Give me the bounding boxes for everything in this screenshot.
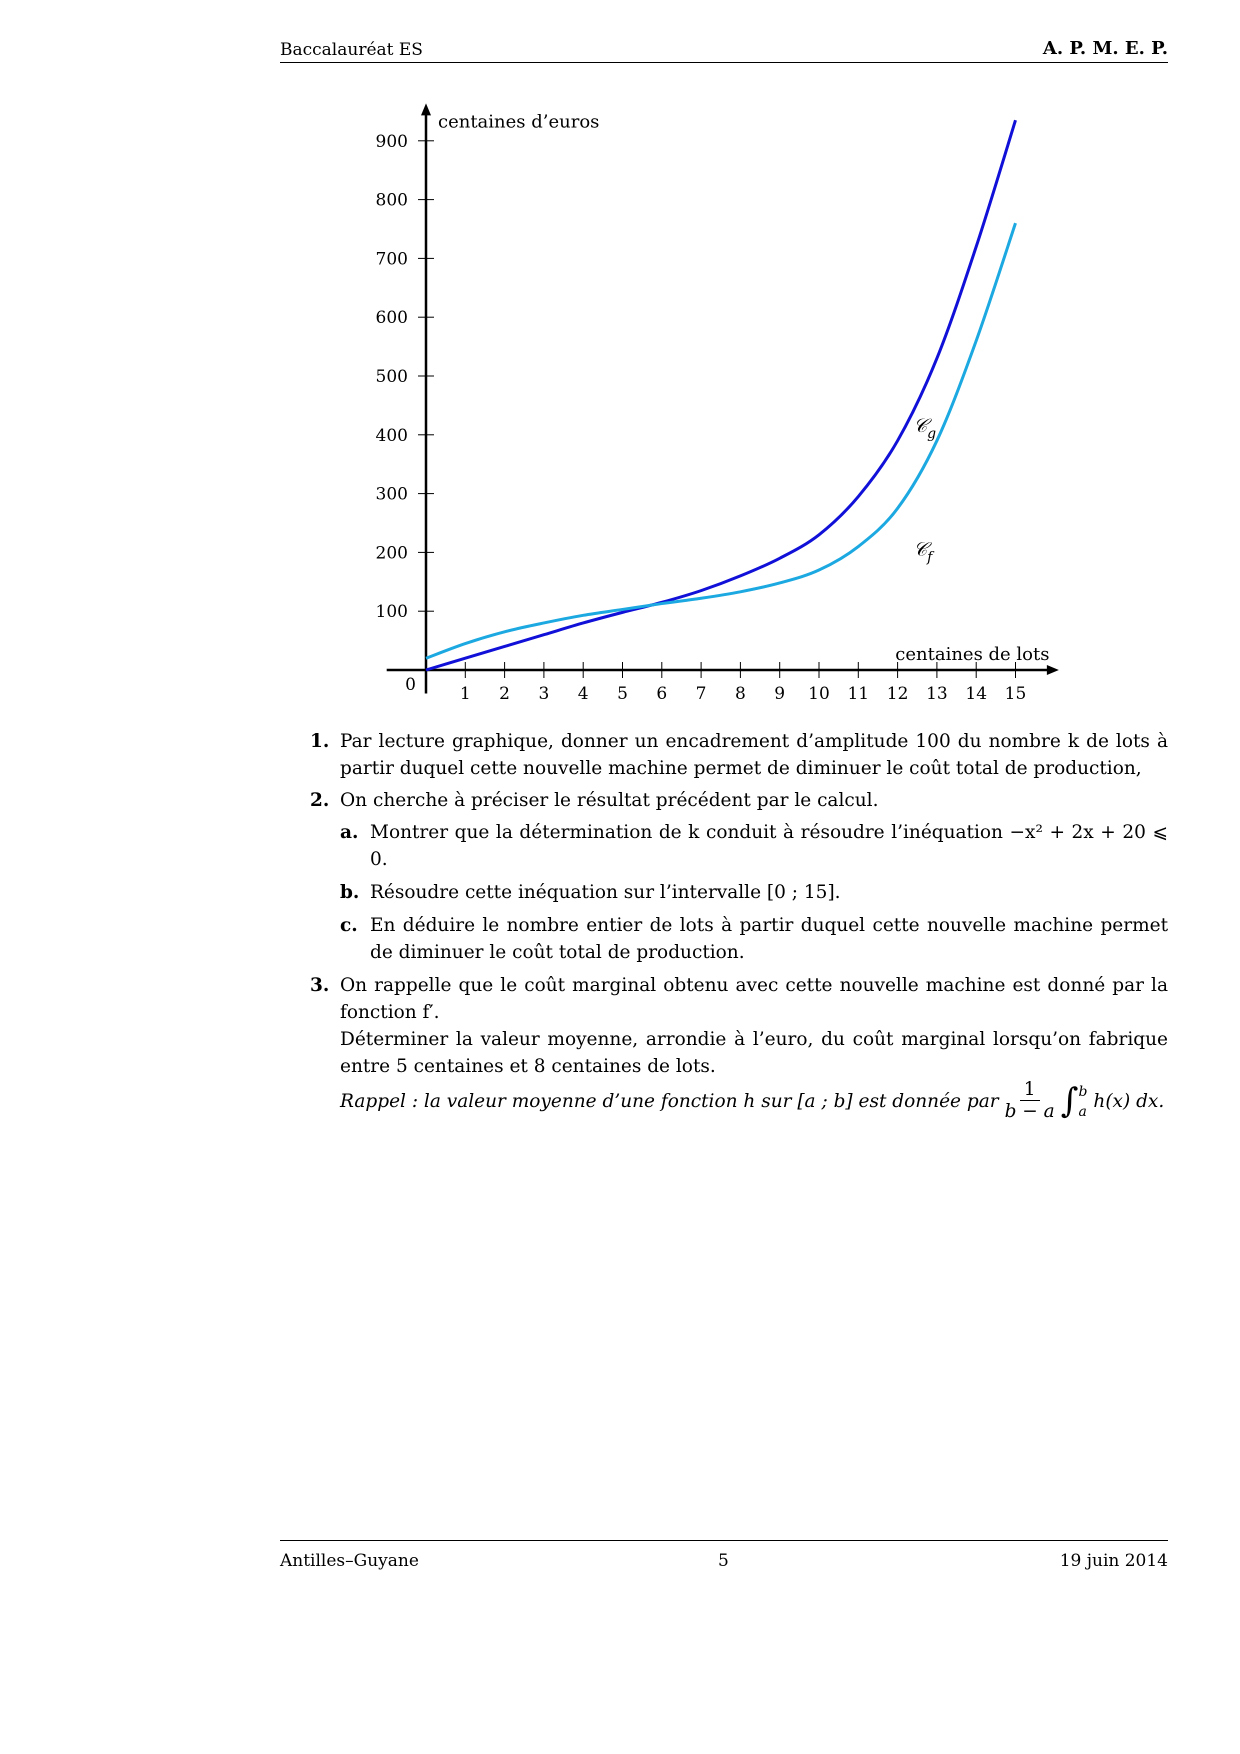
x-axis-arrow xyxy=(1047,665,1059,675)
page-header xyxy=(280,36,1168,63)
x-tick-label: 5 xyxy=(617,684,628,704)
curve-label-0 xyxy=(913,415,936,442)
x-tick-label: 7 xyxy=(695,684,707,704)
questions xyxy=(310,728,1168,1128)
fraction-numerator: 1 xyxy=(1020,1080,1040,1101)
x-tick-label: 4 xyxy=(577,684,589,704)
y-tick-label: 200 xyxy=(375,543,408,564)
integral-bounds xyxy=(1078,1082,1087,1122)
question-1 xyxy=(310,728,1168,782)
x-tick-label: 1 xyxy=(459,684,471,704)
header-right: A. P. M. E. P. xyxy=(1042,38,1168,59)
y-tick-label: 100 xyxy=(375,602,408,623)
cost-chart xyxy=(360,100,1080,720)
rappel xyxy=(340,1080,1168,1123)
x-tick-label: 13 xyxy=(926,684,948,704)
x-tick-label: 15 xyxy=(1004,684,1027,704)
integral-sign: ∫ xyxy=(1060,1081,1079,1121)
question-2a-text: Montrer que la détermination de k conduit à résoudre l’inéquation −x² + 2x + 20 ⩽ 0. xyxy=(370,822,1168,870)
x-tick-label: 9 xyxy=(774,684,786,704)
series-line-0 xyxy=(426,120,1016,670)
question-1-text: Par lecture graphique, donner un encadrement d’amplitude 100 du nombre k de lots à partir duquel cette nouvelle machine permet de diminuer le coût total de production, xyxy=(340,731,1168,779)
y-tick-label: 900 xyxy=(375,131,408,152)
curve-label-subscript: f xyxy=(927,549,933,566)
rappel-text: Rappel : la valeur moyenne d’une fonction h sur [a ; b] est donnée par xyxy=(340,1091,999,1112)
y-tick-label: 600 xyxy=(375,308,408,329)
curve-label-symbol: 𝒞 xyxy=(913,414,928,437)
page-footer xyxy=(280,1540,1168,1571)
y-tick-label: 700 xyxy=(375,249,408,270)
question-2b xyxy=(310,879,1168,906)
x-tick-label: 10 xyxy=(808,684,830,704)
origin-label: 0 xyxy=(405,675,416,695)
footer-right: 19 juin 2014 xyxy=(1059,1551,1168,1571)
question-3-text: On rappelle que le coût marginal obtenu avec cette nouvelle machine est donné par la fonction f′. xyxy=(340,975,1168,1023)
integrand: h(x) dx. xyxy=(1093,1091,1165,1112)
question-3-text2: Déterminer la valeur moyenne, arrondie à l’euro, du coût marginal lorsqu’on fabrique entre 5 centaines et 8 centaines de lots. xyxy=(340,1029,1168,1077)
question-3 xyxy=(310,972,1168,1123)
fraction xyxy=(1005,1080,1055,1123)
question-3-number: 3. xyxy=(310,975,330,996)
integral-upper: b xyxy=(1078,1083,1088,1100)
y-tick-label: 300 xyxy=(375,484,408,505)
x-tick-label: 2 xyxy=(499,684,511,704)
chart-axes xyxy=(387,103,1059,693)
y-tick-label: 800 xyxy=(375,190,408,211)
question-2a-number: a. xyxy=(340,822,359,843)
question-2c-number: c. xyxy=(340,915,358,936)
x-tick-label: 14 xyxy=(965,684,988,704)
question-1-number: 1. xyxy=(310,731,330,752)
integral-lower: a xyxy=(1078,1103,1087,1120)
chart-labels xyxy=(376,111,1050,704)
curve-label-subscript: g xyxy=(927,425,937,442)
footer-left: Antilles–Guyane xyxy=(280,1551,419,1571)
question-2c xyxy=(310,912,1168,966)
header-left: Baccalauréat ES xyxy=(280,40,423,60)
x-tick-label: 6 xyxy=(656,684,668,704)
x-tick-label: 11 xyxy=(847,684,870,704)
chart-curves xyxy=(426,120,1016,670)
page-number: 5 xyxy=(718,1551,729,1571)
question-2c-text: En déduire le nombre entier de lots à partir duquel cette nouvelle machine permet de diminuer le coût total de production. xyxy=(370,915,1168,963)
y-tick-label: 500 xyxy=(375,367,408,387)
question-2-number: 2. xyxy=(310,790,330,811)
y-axis-label: centaines d’euros xyxy=(438,111,600,133)
question-2b-number: b. xyxy=(340,882,360,903)
question-2 xyxy=(310,787,1168,814)
y-axis-arrow xyxy=(421,103,431,115)
question-2b-text: Résoudre cette inéquation sur l’intervalle [0 ; 15]. xyxy=(370,882,841,903)
curve-label-1 xyxy=(913,538,935,565)
question-2a xyxy=(310,819,1168,873)
x-tick-label: 8 xyxy=(734,684,746,704)
x-axis-label: centaines de lots xyxy=(895,644,1050,665)
x-tick-label: 12 xyxy=(886,684,909,704)
y-tick-label: 400 xyxy=(375,425,408,446)
curve-label-symbol: 𝒞 xyxy=(913,538,928,561)
fraction-denominator: b − a xyxy=(1004,1101,1055,1122)
question-2-text: On cherche à préciser le résultat précédent par le calcul. xyxy=(340,790,879,811)
x-tick-label: 3 xyxy=(538,684,550,704)
